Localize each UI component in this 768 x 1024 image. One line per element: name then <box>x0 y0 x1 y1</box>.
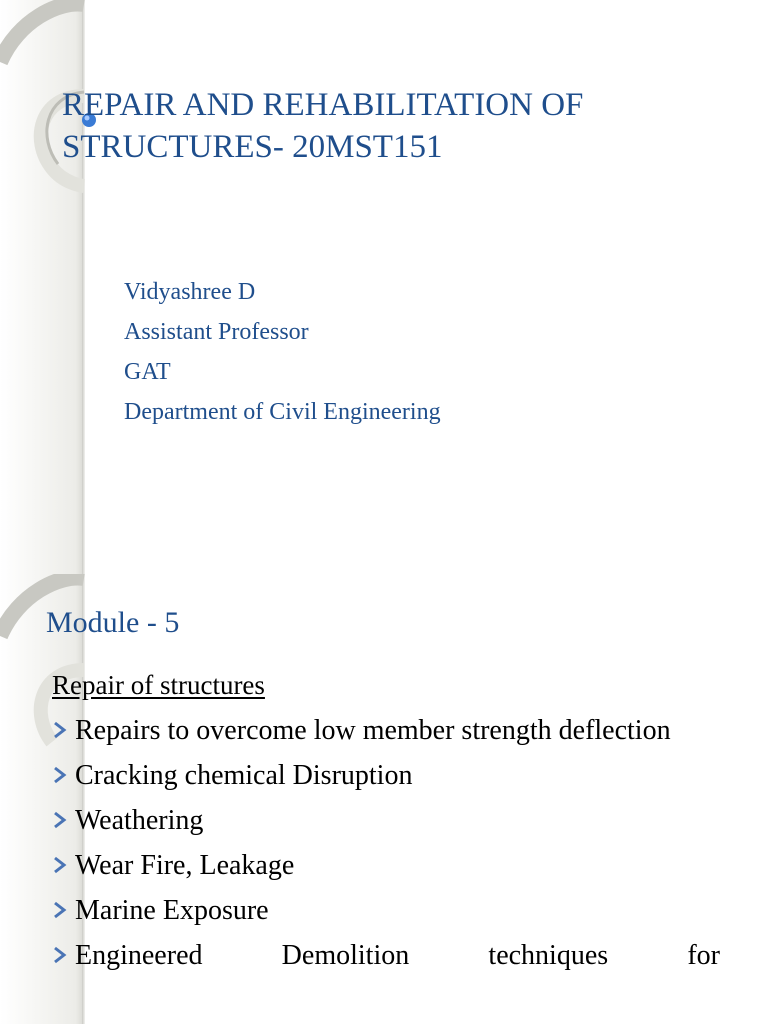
arrow-bullet-icon <box>52 720 70 740</box>
arrow-bullet-icon <box>52 945 70 965</box>
section-heading: Repair of structures <box>52 670 265 700</box>
list-item-text: Marine Exposure <box>75 895 269 926</box>
author-position: Assistant Professor <box>124 319 309 345</box>
list-item <box>52 892 720 930</box>
author-department: Department of Civil Engineering <box>124 399 441 425</box>
arrow-bullet-icon <box>52 855 70 875</box>
author-institution: GAT <box>124 359 171 385</box>
bullet-list <box>52 712 720 982</box>
list-item-text: Repairs to overcome low member strength deflection <box>75 715 671 746</box>
author-name: Vidyashree D <box>124 279 256 305</box>
module-title: Module - 5 <box>46 606 180 639</box>
list-item <box>52 847 720 885</box>
content-slide <box>0 574 768 1024</box>
arrow-bullet-icon <box>52 765 70 785</box>
list-item-text: Weathering <box>75 805 204 836</box>
list-item <box>52 802 720 840</box>
list-item <box>52 937 720 975</box>
author-block <box>124 272 441 432</box>
list-item-text: Wear Fire, Leakage <box>75 850 295 881</box>
arrow-bullet-icon <box>52 900 70 920</box>
arrow-bullet-icon <box>52 810 70 830</box>
list-item-text: Engineered Demolition techniques for <box>75 940 720 971</box>
list-item <box>52 712 720 750</box>
list-item <box>52 757 720 795</box>
list-item-text: Cracking chemical Disruption <box>75 760 413 791</box>
presentation-title: REPAIR AND REHABILITATION OF STRUCTURES- 20MST151 <box>62 87 584 165</box>
